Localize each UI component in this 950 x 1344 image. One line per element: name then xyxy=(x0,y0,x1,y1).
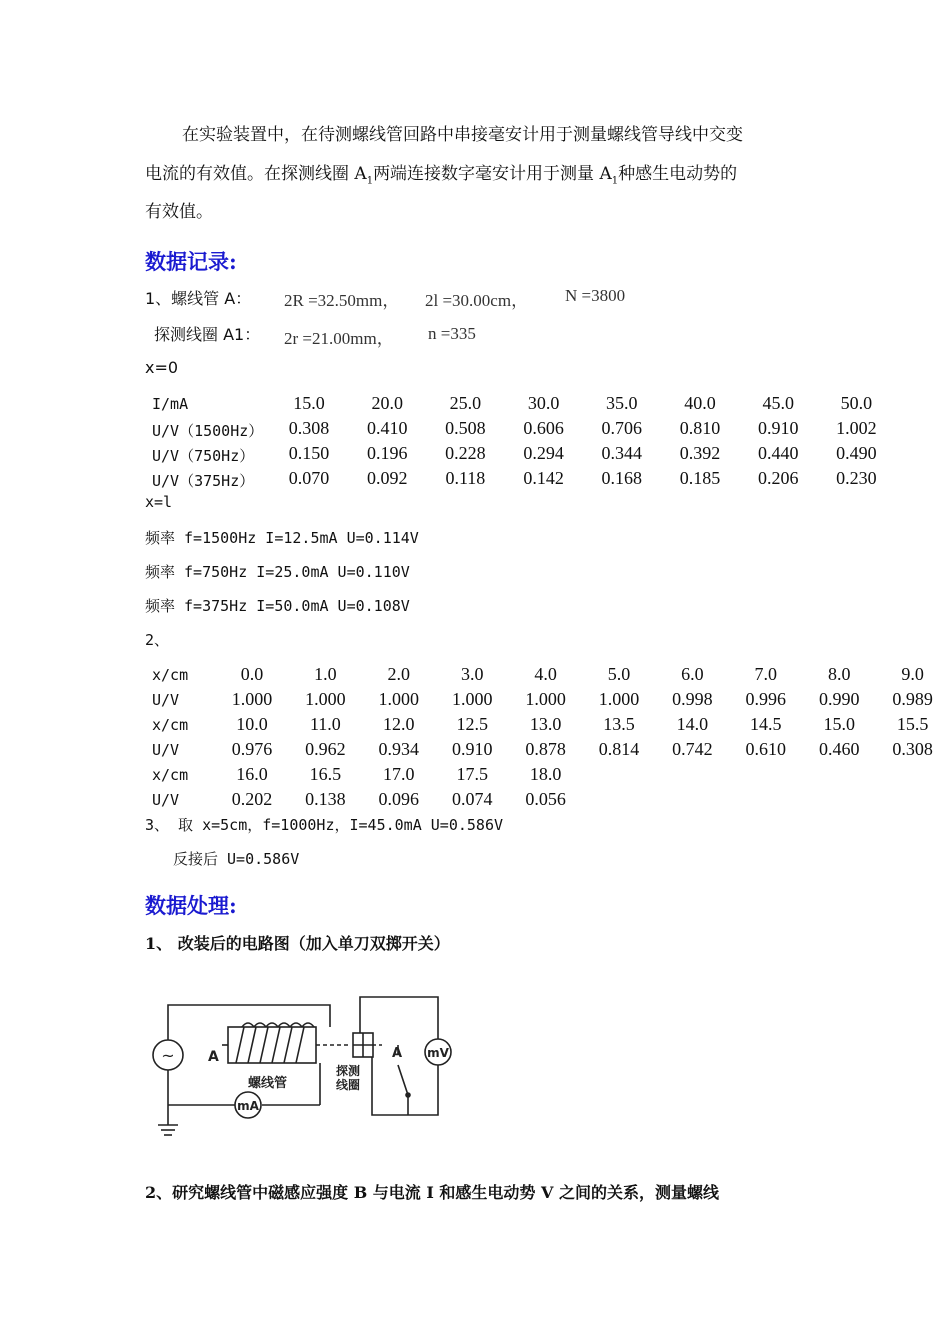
table2-cell: 1.000 xyxy=(598,689,640,709)
proc1-label: 1、 改装后的电路图（加入单刀双掷开关） xyxy=(145,934,450,953)
table2-row-label: U/V xyxy=(152,791,180,809)
table2-cell: 16.5 xyxy=(309,764,342,784)
table2-cell: 0.998 xyxy=(672,689,713,709)
table2-cell: 14.0 xyxy=(676,714,709,734)
table1-cell: 0.118 xyxy=(445,468,486,488)
item1-diameter: 2R =32.50mm， xyxy=(284,291,400,310)
table1-cell: 0.344 xyxy=(601,443,643,463)
item1-probe-label: 探测线圈 A1： xyxy=(154,325,261,344)
table2-cell: 16.0 xyxy=(236,764,268,784)
table1-cell: 0.308 xyxy=(288,418,330,438)
switch-blade xyxy=(398,1065,408,1095)
table1-row-label: U/V（375Hz） xyxy=(152,472,255,490)
table2-cell: 13.5 xyxy=(603,714,635,734)
table2-cell: 18.0 xyxy=(529,764,562,784)
label-probe-2: 线圈 xyxy=(336,1078,361,1092)
table1-cell: 0.294 xyxy=(523,443,564,463)
table2-cell: 0.742 xyxy=(672,739,713,759)
table1-cell: 0.230 xyxy=(836,468,877,488)
table2-row-label: U/V xyxy=(152,741,180,759)
table1-cell: 25.0 xyxy=(449,393,482,413)
table2-cell: 0.990 xyxy=(818,689,860,709)
table1-row-label: U/V（1500Hz） xyxy=(152,422,264,440)
item3-line-1: 3、 取 x=5cm，f=1000Hz，I=45.0mA U=0.586V xyxy=(145,816,504,834)
table1-cell: 0.910 xyxy=(757,418,799,438)
table1-cell: 0.490 xyxy=(836,443,877,463)
freq-line-750: 频率 f=750Hz I=25.0mA U=0.110V xyxy=(145,563,410,581)
table2-cell: 5.0 xyxy=(607,664,631,684)
label-solenoid: 螺线管 xyxy=(248,1076,288,1091)
table2-cell: 1.000 xyxy=(451,689,493,709)
xl-label: x=l xyxy=(145,493,173,511)
label-probe-1: 探测 xyxy=(336,1064,361,1078)
table2-cell: 13.0 xyxy=(529,714,562,734)
table2-cell: 1.000 xyxy=(231,689,273,709)
table2-cell: 0.996 xyxy=(745,689,787,709)
item1-turns: N =3800 xyxy=(565,286,626,305)
item1-probe-turns: n =335 xyxy=(428,324,476,343)
table1-cell: 0.410 xyxy=(366,418,408,438)
table2-cell: 3.0 xyxy=(460,664,484,684)
table2-cell: 15.0 xyxy=(823,714,855,734)
ac-source-symbol: ~ xyxy=(161,1046,175,1065)
table1-cell: 0.168 xyxy=(601,468,643,488)
intro-line-2-part-a: 电流的有效值。在探测线圈 A xyxy=(145,164,367,184)
table1-cell: 30.0 xyxy=(527,393,560,413)
table2-cell: 4.0 xyxy=(534,664,557,684)
table2-cell: 0.308 xyxy=(892,739,933,759)
table2-cell: 17.0 xyxy=(383,764,415,784)
solenoid-coil-top xyxy=(242,1023,314,1027)
intro-line-3: 有效值。 xyxy=(145,202,213,222)
intro-line-2 xyxy=(145,165,737,190)
table1-cell: 0.206 xyxy=(757,468,799,488)
table2-row-label: x/cm xyxy=(152,716,189,734)
table1-cell: 50.0 xyxy=(840,393,873,413)
table2-cell: 8.0 xyxy=(827,664,851,684)
table2-cell: 0.074 xyxy=(451,789,493,809)
table1-cell: 0.092 xyxy=(366,468,408,488)
table2-cell: 17.5 xyxy=(456,764,488,784)
table1-cell: 0.440 xyxy=(757,443,799,463)
intro-line-2-part-b: 两端连接数字毫安计用于测量 A xyxy=(373,164,612,184)
table2-cell: 0.460 xyxy=(818,739,860,759)
x0-label: x=0 xyxy=(145,358,179,377)
table2-cell: 0.814 xyxy=(598,739,640,759)
table1-cell: 0.508 xyxy=(445,418,486,438)
table2-cell: 0.138 xyxy=(305,789,346,809)
item2-label: 2、 xyxy=(145,631,170,649)
table1-cell: 0.228 xyxy=(445,443,486,463)
item1-solenoid-label: 1、螺线管 A： xyxy=(145,289,252,308)
table1-row-label: I/mA xyxy=(152,395,189,413)
table2-cell: 12.5 xyxy=(456,714,488,734)
table2-cell: 10.0 xyxy=(236,714,268,734)
table2-cell: 1.0 xyxy=(314,664,337,684)
table2-cell: 0.056 xyxy=(525,789,566,809)
table1-cell: 0.196 xyxy=(366,443,408,463)
table1-cell: 1.002 xyxy=(836,418,877,438)
table1-cell: 0.142 xyxy=(523,468,564,488)
table2-cell: 15.5 xyxy=(896,714,929,734)
heading-data-record: 数据记录: xyxy=(145,249,237,274)
item3-line-2: 反接后 U=0.586V xyxy=(173,850,300,868)
intro-line-1: 在实验装置中，在待测螺线管回路中串接毫安计用于测量螺线管导线中交变 xyxy=(182,125,743,145)
table2-cell: 6.0 xyxy=(681,664,704,684)
table2-row-label: x/cm xyxy=(152,666,189,684)
table1-cell: 40.0 xyxy=(684,393,716,413)
millivoltmeter-label: mV xyxy=(427,1046,449,1060)
freq-line-1500: 频率 f=1500Hz I=12.5mA U=0.114V xyxy=(145,529,419,547)
table2-cell: 0.989 xyxy=(892,689,933,709)
label-a: A xyxy=(208,1049,219,1065)
table2-cell: 0.910 xyxy=(451,739,493,759)
intro-line-2-part-c: 种感生电动势的 xyxy=(618,164,738,184)
proc2-text: 2、研究螺线管中磁感应强度 B 与电流 I 和感生电动势 V 之间的关系，测量螺线 xyxy=(145,1183,719,1202)
table1-cell: 0.070 xyxy=(288,468,330,488)
table1-cell: 0.150 xyxy=(288,443,330,463)
table2-cell: 0.976 xyxy=(231,739,273,759)
item1-length: 2l =30.00cm， xyxy=(425,291,529,310)
table1-cell: 0.606 xyxy=(523,418,564,438)
table2-cell: 7.0 xyxy=(754,664,778,684)
table1-cell: 15.0 xyxy=(293,393,325,413)
subscript-2: 1 xyxy=(611,175,619,187)
table1-cell: 20.0 xyxy=(371,393,403,413)
table2-cell: 0.610 xyxy=(745,739,787,759)
table1-row-label: U/V（750Hz） xyxy=(152,447,255,465)
item1-probe-diameter: 2r =21.00mm， xyxy=(284,329,394,348)
solenoid-coil-windings xyxy=(236,1027,304,1063)
table2-cell: 1.000 xyxy=(525,689,566,709)
table1-cell: 35.0 xyxy=(606,393,638,413)
table2-cell: 0.878 xyxy=(525,739,566,759)
table2-row-label: U/V xyxy=(152,691,180,709)
table1-cell: 0.392 xyxy=(679,443,721,463)
table1-cell: 0.706 xyxy=(601,418,643,438)
table2-cell: 11.0 xyxy=(309,714,341,734)
table2-cell: 14.5 xyxy=(750,714,782,734)
freq-line-375: 频率 f=375Hz I=50.0mA U=0.108V xyxy=(145,597,410,615)
subscript-1: 1 xyxy=(366,175,374,187)
table1-cell: 0.810 xyxy=(679,418,721,438)
table2-cell: 0.096 xyxy=(378,789,420,809)
heading-data-processing: 数据处理: xyxy=(145,893,237,918)
table2-cell: 0.962 xyxy=(305,739,346,759)
table2-cell: 2.0 xyxy=(387,664,411,684)
table1-cell: 45.0 xyxy=(762,393,794,413)
label-a1: A xyxy=(392,1046,403,1061)
table2-row-label: x/cm xyxy=(152,766,189,784)
table2-cell: 1.000 xyxy=(378,689,420,709)
table2-cell: 9.0 xyxy=(901,664,924,684)
table2-cell: 0.934 xyxy=(378,739,420,759)
table2-cell: 0.202 xyxy=(231,789,273,809)
table2-cell: 1.000 xyxy=(305,689,346,709)
table2-cell: 0.0 xyxy=(240,664,264,684)
circuit-diagram xyxy=(150,985,470,1155)
milliammeter-label: mA xyxy=(237,1099,259,1113)
table1-cell: 0.185 xyxy=(679,468,721,488)
table2-cell: 12.0 xyxy=(383,714,415,734)
